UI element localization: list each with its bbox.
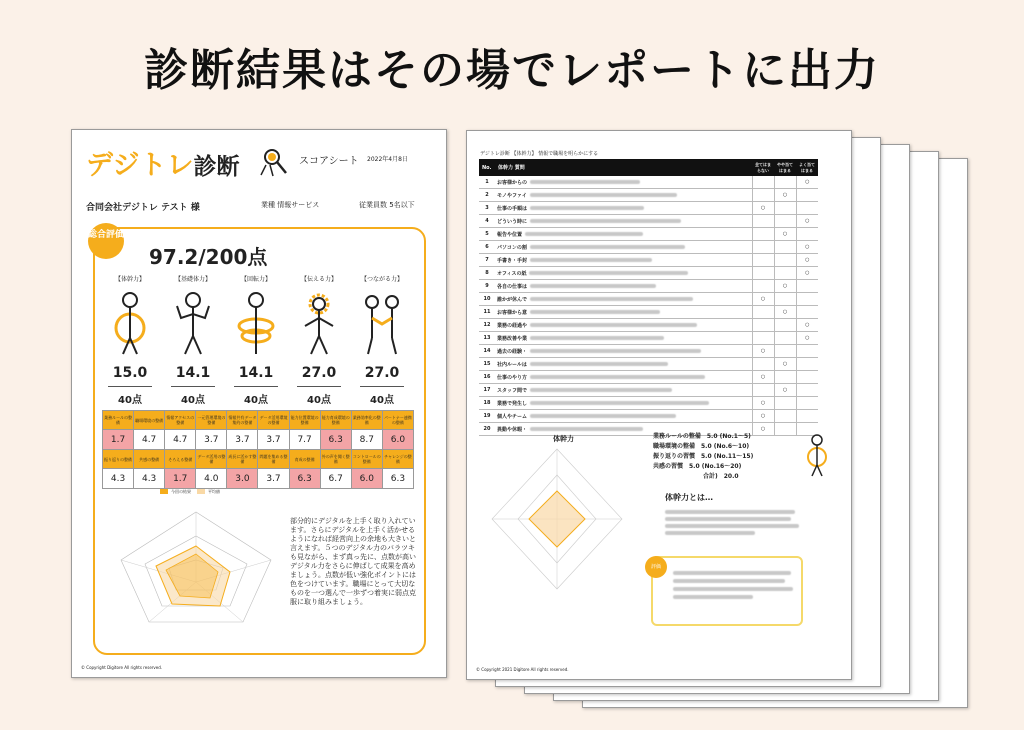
question-text: モノやファイ <box>497 192 527 199</box>
question-table <box>479 159 818 436</box>
blur-line <box>665 517 791 521</box>
grid-label-cell: データ活用環境の整備 <box>258 411 289 430</box>
answer-cell <box>774 410 796 423</box>
answer-cell <box>752 319 774 332</box>
question-text-cell <box>495 189 752 202</box>
blurred-question <box>530 284 656 288</box>
answer-cell <box>774 267 796 280</box>
blurred-question <box>530 362 668 366</box>
category-score: 14.1 <box>175 365 211 381</box>
blur-line <box>665 510 795 514</box>
question-no: 18 <box>479 397 495 410</box>
question-row <box>479 254 818 267</box>
question-row <box>479 228 818 241</box>
grid-label-cell: コントロールの整備 <box>351 450 382 469</box>
answer-mark-icon: ○ <box>782 361 788 367</box>
question-no: 10 <box>479 293 495 306</box>
answer-mark-icon: ○ <box>805 218 810 224</box>
answer-cell <box>774 319 796 332</box>
grid-label-cell: 一元管理環境の整備 <box>196 411 227 430</box>
answer-mark-icon: ○ <box>805 322 810 328</box>
sheet-title: スコアシート <box>299 156 359 167</box>
answer-mark-icon: ○ <box>805 244 810 250</box>
grid-value-cell: 4.3 <box>103 469 134 489</box>
sheet-date: 2022年4月8日 <box>367 156 408 163</box>
question-text: お客様からの <box>497 179 528 186</box>
grid-label-cell: 情報共有データ集約の整備 <box>227 411 258 430</box>
answer-mark-icon: ○ <box>805 179 810 185</box>
answer-mark-icon: ○ <box>760 426 766 432</box>
grid-value-row <box>103 469 414 489</box>
question-text-cell <box>495 280 752 293</box>
question-row <box>479 189 818 202</box>
detail-heading: デジトレ診断 【体幹力】 情報で職場を明らかにする <box>480 151 599 157</box>
blurred-question <box>530 310 660 314</box>
figure-spin-icon <box>236 290 276 358</box>
col-well: よく当てはまる <box>796 159 818 176</box>
answer-cell <box>796 280 818 293</box>
answer-cell <box>752 228 774 241</box>
question-no: 7 <box>479 254 495 267</box>
blurred-question <box>530 193 677 197</box>
question-row <box>479 202 818 215</box>
industry: 業種 情報サービス <box>261 201 320 209</box>
grid-label-cell: 職場環境の整備 <box>134 411 165 430</box>
grid-label-cell: データ活用の整備 <box>196 450 227 469</box>
question-row <box>479 280 818 293</box>
question-text-cell <box>495 202 752 215</box>
category-max: 40点 <box>118 395 142 406</box>
answer-mark-icon: ○ <box>760 296 766 302</box>
score-divider <box>171 386 215 387</box>
category-max: 40点 <box>181 395 205 406</box>
question-text-cell <box>495 215 752 228</box>
blur-line <box>673 587 793 591</box>
grid-value-cell: 6.0 <box>382 430 413 450</box>
answer-cell <box>752 293 774 306</box>
figure-balance-icon <box>110 290 150 358</box>
question-no: 19 <box>479 410 495 423</box>
answer-cell <box>752 397 774 410</box>
answer-cell <box>752 280 774 293</box>
question-text: 報告や位置 <box>497 231 523 238</box>
question-text: 過去の経験・ <box>497 348 528 355</box>
blur-line <box>665 524 799 528</box>
blur-line <box>673 579 785 583</box>
grid-value-cell: 1.7 <box>165 469 196 489</box>
summary-total: 合計) 20.0 <box>703 473 739 480</box>
category-label: 【基礎体力】 <box>174 276 211 283</box>
answer-cell <box>774 228 796 241</box>
question-text-cell <box>495 384 752 397</box>
answer-cell <box>796 319 818 332</box>
question-text: オフィスの紙 <box>497 270 527 277</box>
logo-main: デジトレ <box>86 150 194 181</box>
question-no: 9 <box>479 280 495 293</box>
question-no: 2 <box>479 189 495 202</box>
blur-line <box>665 531 755 535</box>
blurred-question <box>530 258 652 262</box>
grid-value-cell: 8.7 <box>351 430 382 450</box>
category-label: 【体幹力】 <box>114 276 145 283</box>
grid-label-row <box>103 450 414 469</box>
question-no: 1 <box>479 176 495 189</box>
mascot-magnifier-icon <box>258 145 292 179</box>
grid-label-cell: 問題を集める整備 <box>258 450 289 469</box>
question-text-cell <box>495 254 752 267</box>
category-label: 【回転力】 <box>240 276 271 283</box>
grid-label-cell: 育成の整備 <box>289 450 320 469</box>
grid-label-cell: 業務効率化の整備 <box>351 411 382 430</box>
figure-handshake-icon <box>362 290 402 358</box>
answer-cell <box>774 423 796 436</box>
col-no: No. <box>479 159 495 176</box>
blurred-question <box>530 180 640 184</box>
blurred-question <box>530 206 644 210</box>
grid-value-cell: 4.0 <box>196 469 227 489</box>
question-text: 手書き・手封 <box>497 257 528 264</box>
grid-label-cell: 情報アクセスの整備 <box>165 411 196 430</box>
question-no: 4 <box>479 215 495 228</box>
total-score: 97.2/200点 <box>149 245 268 269</box>
blurred-question <box>530 388 672 392</box>
blurred-question <box>530 349 701 353</box>
grid-value-cell: 3.7 <box>227 430 258 450</box>
digitore-logo <box>86 143 239 182</box>
score-sheet <box>71 129 447 678</box>
question-row <box>479 384 818 397</box>
page-headline: 診断結果はその場でレポートに出力 <box>144 45 880 96</box>
question-text: 社内ルールは <box>497 361 527 368</box>
copyright: © Copyright Digitore All rights reserved. <box>81 665 163 670</box>
blurred-question <box>530 401 709 405</box>
grid-value-cell: 6.3 <box>320 430 351 450</box>
grid-value-cell: 1.7 <box>103 430 134 450</box>
question-no: 15 <box>479 358 495 371</box>
answer-cell <box>774 371 796 384</box>
overall-badge <box>88 223 124 259</box>
question-no: 8 <box>479 267 495 280</box>
category-score: 14.1 <box>238 365 274 381</box>
question-text: スタッフ間で <box>497 387 528 394</box>
answer-mark-icon: ○ <box>760 413 766 419</box>
answer-cell <box>752 371 774 384</box>
answer-cell <box>796 267 818 280</box>
figure-balance-icon <box>805 433 829 477</box>
staff-count: 従業員数 5名以下 <box>359 201 415 209</box>
question-text-cell <box>495 267 752 280</box>
summary-line: 振り返りの習慣 5.0 (No.11〜15) <box>653 453 754 460</box>
question-text: パソコンの割 <box>497 244 527 251</box>
answer-mark-icon: ○ <box>782 231 788 237</box>
question-text: 業務で発生し <box>497 400 528 407</box>
question-text-cell <box>495 371 752 384</box>
grid-value-cell: 6.0 <box>351 469 382 489</box>
category-max: 40点 <box>244 395 268 406</box>
blurred-question <box>530 336 664 340</box>
question-row <box>479 345 818 358</box>
answer-cell <box>796 332 818 345</box>
grid-value-cell: 4.3 <box>134 469 165 489</box>
question-row <box>479 293 818 306</box>
answer-cell <box>796 215 818 228</box>
answer-cell <box>752 306 774 319</box>
answer-cell <box>774 332 796 345</box>
question-row <box>479 241 818 254</box>
answer-cell <box>796 189 818 202</box>
blurred-question <box>530 375 705 379</box>
answer-cell <box>752 358 774 371</box>
category-max: 40点 <box>370 395 394 406</box>
answer-cell <box>752 345 774 358</box>
question-text-cell <box>495 410 752 423</box>
legend-average: 平均値 <box>208 489 220 494</box>
grid-value-cell: 6.7 <box>320 469 351 489</box>
category-radar-chart <box>477 431 637 606</box>
grid-value-cell: 4.7 <box>134 430 165 450</box>
blurred-question <box>529 271 688 275</box>
question-row <box>479 410 818 423</box>
grid-label-cell: 外の声を聞く整備 <box>320 450 351 469</box>
answer-cell <box>796 358 818 371</box>
col-some: やや当てはまる <box>774 159 796 176</box>
question-no: 5 <box>479 228 495 241</box>
question-text-cell <box>495 397 752 410</box>
badge-text: 総合評価 <box>88 230 125 240</box>
question-row <box>479 176 818 189</box>
answer-cell <box>752 241 774 254</box>
question-text: 誰かが休んで <box>497 296 528 303</box>
question-row <box>479 215 818 228</box>
blurred-question <box>530 414 676 418</box>
question-text: 仕事の手順は <box>497 205 528 212</box>
category-score: 27.0 <box>364 365 400 381</box>
question-text-cell <box>495 345 752 358</box>
grid-label-cell: 能力育成環境の整備 <box>320 411 351 430</box>
answer-cell <box>796 176 818 189</box>
grid-label-row <box>103 411 414 430</box>
answer-cell <box>774 254 796 267</box>
question-no: 6 <box>479 241 495 254</box>
answer-cell <box>752 176 774 189</box>
grid-value-cell: 3.7 <box>258 430 289 450</box>
copyright: © Copyright 2021 Digitore All rights reserved. <box>476 667 569 672</box>
category-max: 40点 <box>307 395 331 406</box>
blurred-eval-text <box>673 567 793 603</box>
question-text: 業務の経過や <box>497 322 528 329</box>
question-no: 14 <box>479 345 495 358</box>
answer-mark-icon: ○ <box>760 400 766 406</box>
answer-cell <box>752 202 774 215</box>
question-row <box>479 306 818 319</box>
question-text-cell <box>495 228 752 241</box>
answer-cell <box>796 371 818 384</box>
summary-line: 業務ルールの整備 5.0 (No.1〜5) <box>653 433 751 440</box>
blur-line <box>673 571 791 575</box>
question-text: 業務改善や業 <box>497 335 528 342</box>
grid-label-cell: 能力位置環境の整備 <box>289 411 320 430</box>
question-row <box>479 358 818 371</box>
answer-cell <box>774 397 796 410</box>
grid-label-cell: そろえる整備 <box>165 450 196 469</box>
grid-label-cell: 共感の整備 <box>134 450 165 469</box>
answer-cell <box>796 228 818 241</box>
answer-mark-icon: ○ <box>782 309 788 315</box>
answer-cell <box>774 345 796 358</box>
question-text-cell <box>495 176 752 189</box>
question-row <box>479 371 818 384</box>
col-not: 全てはまらない <box>752 159 774 176</box>
blurred-question <box>530 297 693 301</box>
answer-cell <box>752 423 774 436</box>
blurred-question <box>530 323 697 327</box>
answer-cell <box>774 358 796 371</box>
category-score: 27.0 <box>301 365 337 381</box>
answer-mark-icon: ○ <box>805 335 810 341</box>
question-text-cell <box>495 293 752 306</box>
category-label: 【伝える力】 <box>300 276 337 283</box>
evaluation-badge: 評価 <box>645 556 667 578</box>
answer-mark-icon: ○ <box>782 387 788 393</box>
blur-line <box>673 595 753 599</box>
answer-mark-icon: ○ <box>782 192 788 198</box>
answer-cell <box>796 202 818 215</box>
question-text-cell <box>495 358 752 371</box>
question-text-cell <box>495 306 752 319</box>
answer-cell <box>752 215 774 228</box>
question-text: お客様から意 <box>497 309 528 316</box>
grid-value-cell: 4.7 <box>165 430 196 450</box>
grid-value-cell: 3.7 <box>258 469 289 489</box>
answer-cell <box>796 241 818 254</box>
question-no: 16 <box>479 371 495 384</box>
section-title: 体幹力とは… <box>665 493 713 502</box>
question-text: どういう時に <box>497 218 528 225</box>
question-no: 12 <box>479 319 495 332</box>
score-divider <box>234 386 278 387</box>
summary-paragraph: 部分的にデジタルを上手く取り入れています。さらにデジタルを上手く活かせるようになれば経営向上の余地も大きいと言えます。５つのデジタル力のバラツキも見ながら、まず真っ先に、点数が高いデジタル力をさらに伸ばして成果を高めましょう。点数が低い強化ポイントには色をつけています。職場にとって大切なものを一つ選んで一歩ずつ着実に弱点克服に取り組みましょう。 <box>290 517 416 606</box>
legend-swatch-current <box>160 489 168 494</box>
question-text: 仕事のやり方 <box>497 374 528 381</box>
question-no: 3 <box>479 202 495 215</box>
answer-cell <box>796 345 818 358</box>
score-divider <box>108 386 152 387</box>
answer-cell <box>774 215 796 228</box>
answer-cell <box>752 254 774 267</box>
answer-cell <box>796 397 818 410</box>
figure-shout-icon <box>299 290 339 358</box>
answer-mark-icon: ○ <box>805 270 810 276</box>
question-row <box>479 332 818 345</box>
question-row <box>479 267 818 280</box>
question-text-cell <box>495 241 752 254</box>
sub-score-radar-chart <box>106 502 286 632</box>
question-text-cell <box>495 319 752 332</box>
answer-cell <box>774 384 796 397</box>
blurred-text <box>665 507 805 543</box>
question-no: 20 <box>479 423 495 436</box>
answer-mark-icon: ○ <box>760 374 766 380</box>
grid-value-cell: 7.7 <box>289 430 320 450</box>
grid-value-row <box>103 430 414 450</box>
answer-cell <box>796 306 818 319</box>
score-divider <box>360 386 404 387</box>
grid-label-cell: チャレンジの整備 <box>382 450 413 469</box>
answer-mark-icon: ○ <box>760 205 766 211</box>
score-divider <box>297 386 341 387</box>
answer-cell <box>752 332 774 345</box>
radar-title: 体幹力 <box>553 435 574 443</box>
grid-value-cell: 3.7 <box>196 430 227 450</box>
question-row <box>479 319 818 332</box>
grid-label-cell: パートナー連携の整備 <box>382 411 413 430</box>
company-name: 合同会社デジトレ テスト 様 <box>86 203 200 213</box>
legend-swatch-average <box>197 489 205 494</box>
question-text: 個人やチーム <box>497 413 528 420</box>
question-no: 13 <box>479 332 495 345</box>
answer-cell <box>752 267 774 280</box>
sub-score-grid <box>102 410 414 489</box>
grid-label-cell: 成長に活かす整備 <box>227 450 258 469</box>
blurred-question <box>530 219 681 223</box>
answer-cell <box>774 202 796 215</box>
grid-value-cell: 6.3 <box>382 469 413 489</box>
question-text-cell <box>495 332 752 345</box>
legend-current: 今回の結果 <box>171 489 191 494</box>
summary-line: 共感の習慣 5.0 (No.16〜20) <box>653 463 742 470</box>
answer-cell <box>774 241 796 254</box>
question-text: 各自の仕事は <box>497 283 528 290</box>
category-score: 15.0 <box>112 365 148 381</box>
answer-cell <box>796 254 818 267</box>
answer-mark-icon: ○ <box>760 348 766 354</box>
answer-cell <box>774 293 796 306</box>
answer-mark-icon: ○ <box>782 283 788 289</box>
answer-cell <box>774 189 796 202</box>
figure-muscle-icon <box>173 290 213 358</box>
blurred-question <box>530 245 685 249</box>
question-no: 11 <box>479 306 495 319</box>
answer-cell <box>752 384 774 397</box>
answer-cell <box>752 410 774 423</box>
question-no: 17 <box>479 384 495 397</box>
grid-label-cell: 振り返りの整備 <box>103 450 134 469</box>
answer-cell <box>774 306 796 319</box>
grid-value-cell: 6.3 <box>289 469 320 489</box>
blurred-question <box>525 232 643 236</box>
detail-sheet <box>466 130 852 680</box>
summary-line: 職場環境の整備 5.0 (No.6〜10) <box>653 443 750 450</box>
question-text: 異動や休暇・ <box>497 426 528 433</box>
answer-cell <box>796 293 818 306</box>
answer-cell <box>774 280 796 293</box>
answer-mark-icon: ○ <box>805 257 810 263</box>
grid-value-cell: 3.0 <box>227 469 258 489</box>
answer-cell <box>752 189 774 202</box>
answer-cell <box>774 176 796 189</box>
category-label: 【つながる力】 <box>360 276 403 283</box>
grid-label-cell: 業務ルールの整備 <box>103 411 134 430</box>
answer-cell <box>796 410 818 423</box>
col-item: 体幹力 質問 <box>495 159 752 176</box>
logo-sub: 診断 <box>193 154 240 180</box>
question-row <box>479 397 818 410</box>
answer-cell <box>796 384 818 397</box>
